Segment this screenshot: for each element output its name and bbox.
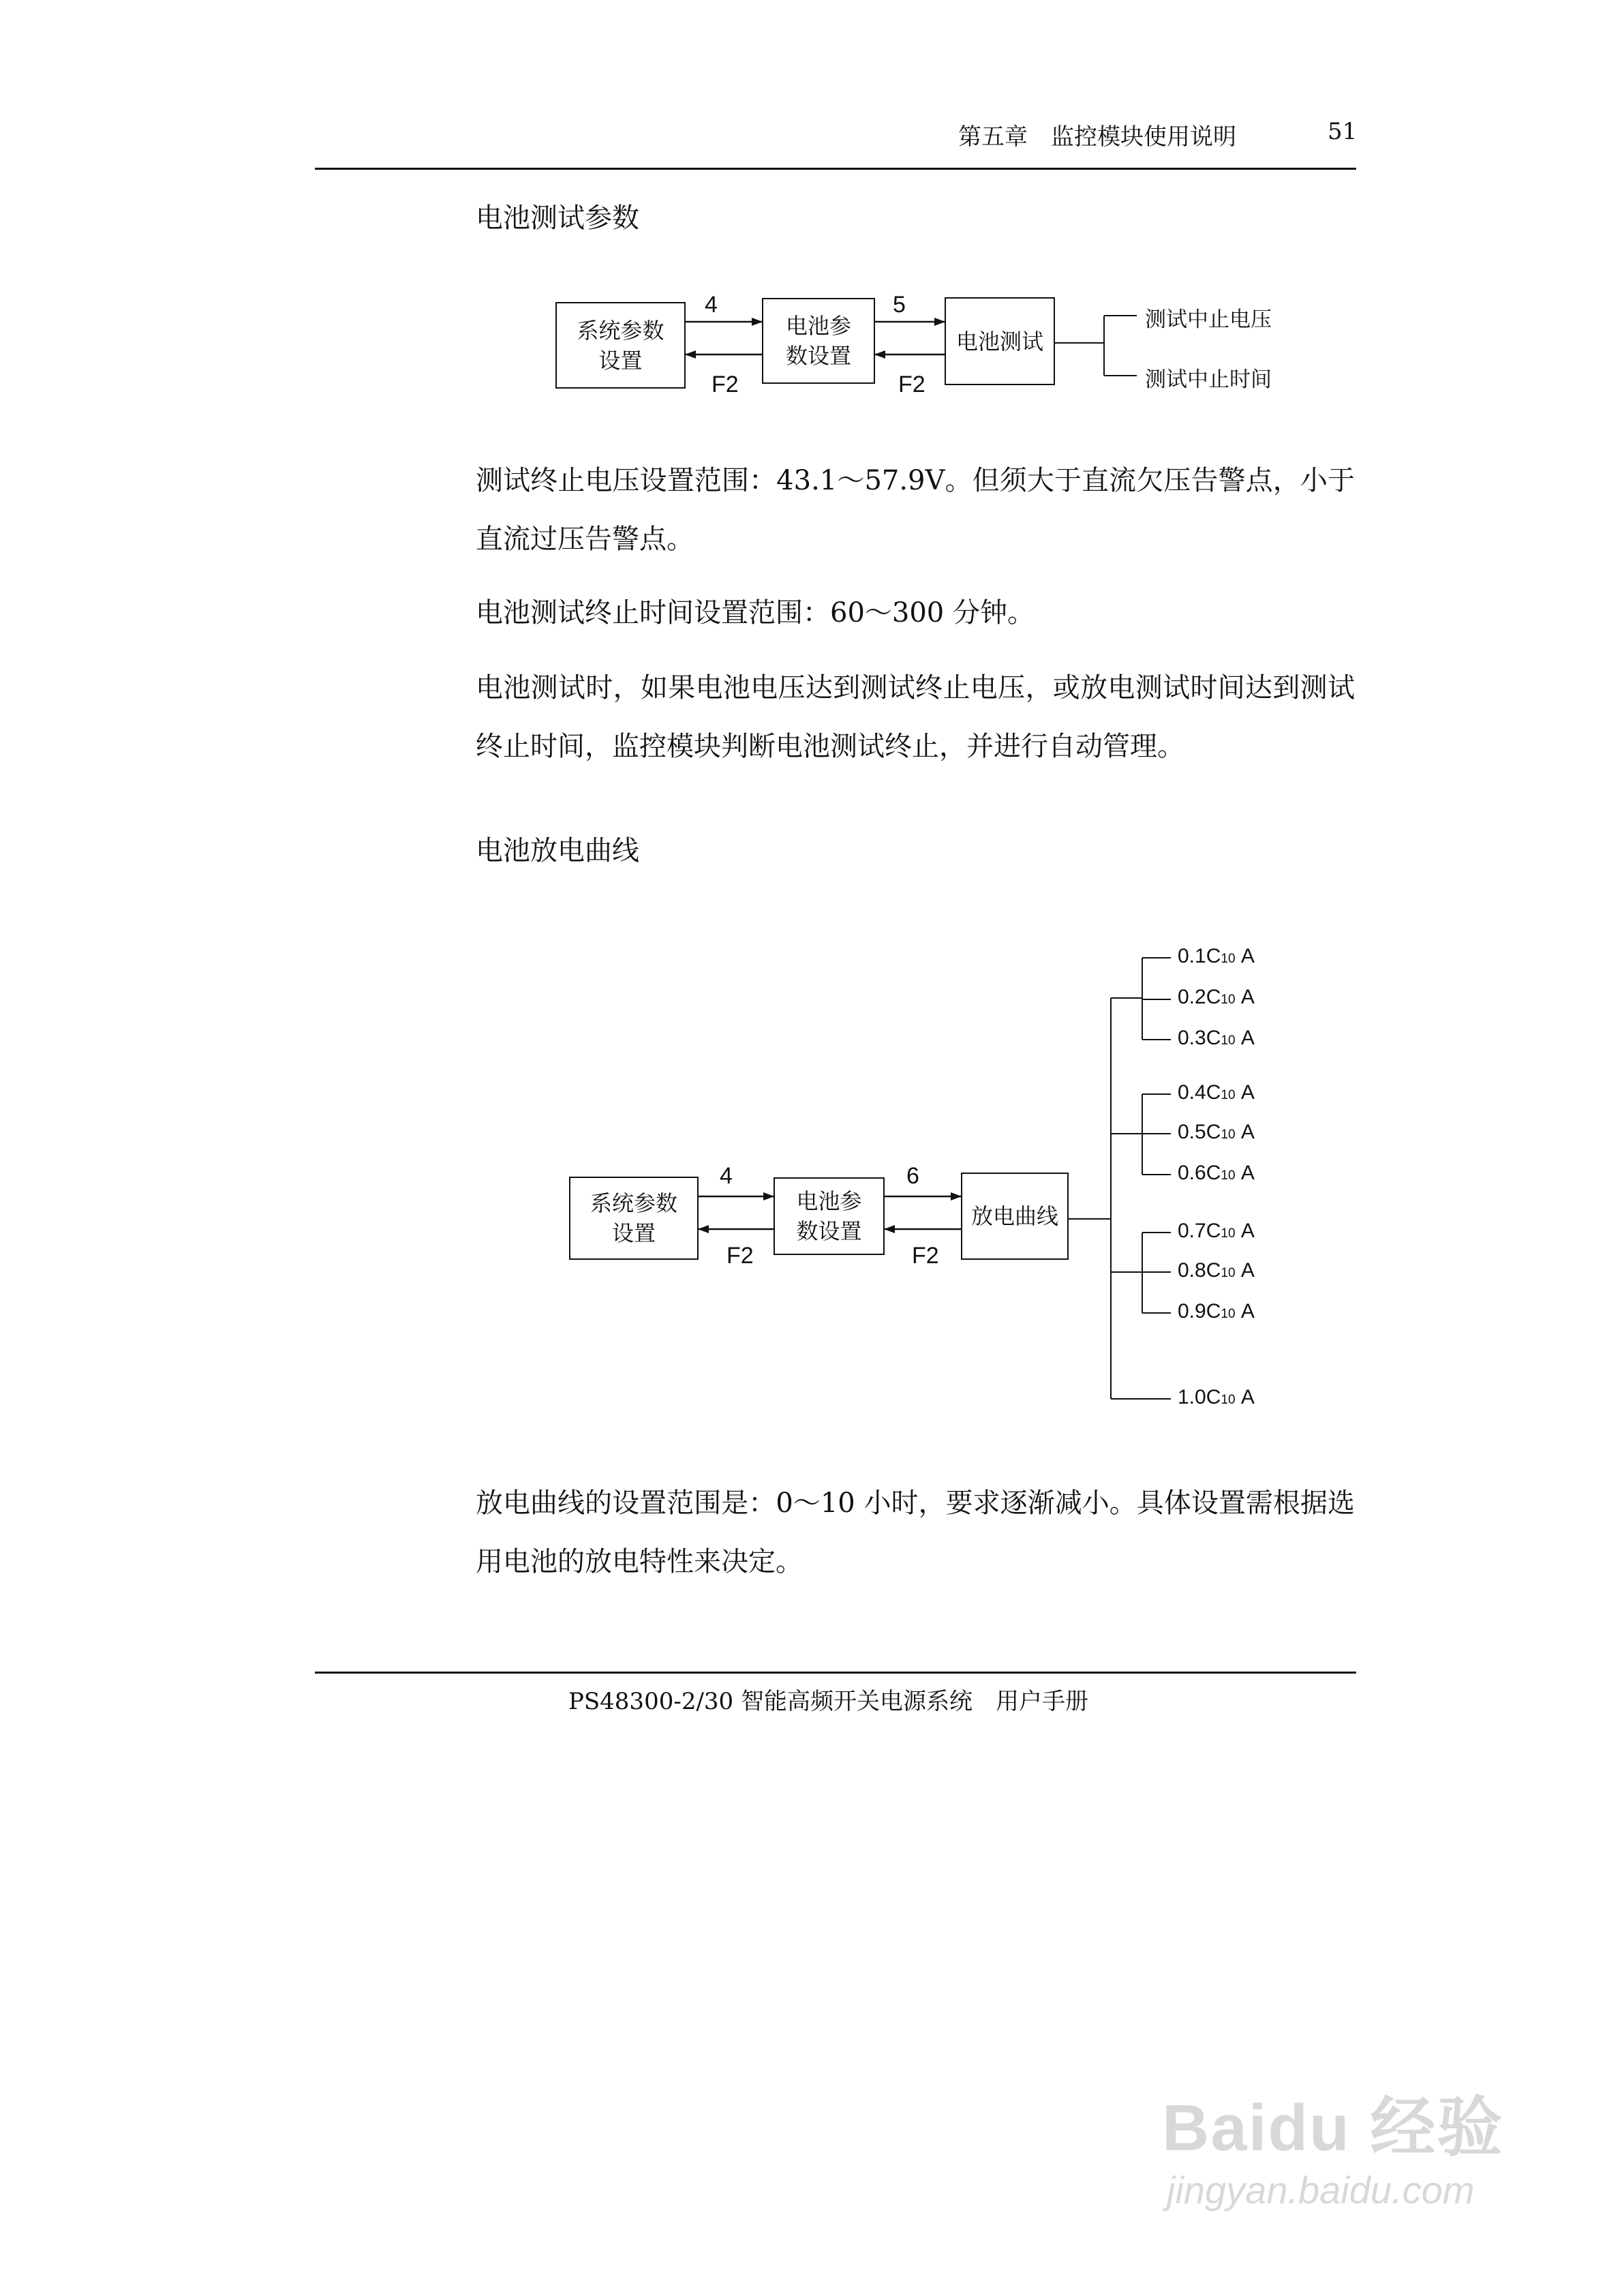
paragraph-test-termination: 电池测试时，如果电池电压达到测试终止电压，或放电测试时间达到测试终止时间，监控模块判断电池测试终止，并进行自动管理。 <box>476 672 1355 762</box>
box-battery-params-b-label: 电池参数设置 <box>796 1188 862 1244</box>
leaf-rate-0-3: 0.3C10 A <box>1178 1027 1255 1049</box>
chapter-header: 第五章 监控模块使用说明 <box>958 123 1236 151</box>
key-f2-label-1-b: F2 <box>726 1243 754 1269</box>
page-number: 51 <box>1328 118 1358 145</box>
box-discharge-curve-label: 放电曲线 <box>970 1203 1058 1229</box>
box-battery-params-b <box>774 1177 885 1255</box>
leaf-rate-0-5: 0.5C10 A <box>1178 1121 1255 1143</box>
discharge-tree-lines <box>1069 958 1171 1399</box>
section-title-battery-test: 电池测试参数 <box>476 202 639 234</box>
box-battery-test-label: 电池测试 <box>955 328 1043 354</box>
watermark-url: jingyan.baidu.com <box>1167 2169 1475 2211</box>
key-5-label: 5 <box>893 292 906 318</box>
box-discharge-curve <box>961 1173 1069 1260</box>
paragraph-stop-voltage-range: 测试终止电压设置范围：43.1～57.9V。但须大于直流欠压告警点，小于直流过压告警点。 <box>476 465 1355 555</box>
box-system-params-label: 系统参数设置 <box>577 317 664 374</box>
paragraph-stop-time-range: 电池测试终止时间设置范围：60～300 分钟。 <box>476 597 1035 629</box>
leaf-rate-0-8: 0.8C10 A <box>1178 1259 1255 1282</box>
paragraph-discharge-range: 放电曲线的设置范围是：0～10 小时，要求逐渐减小。具体设置需根据选用电池的放电特性来决定。 <box>476 1487 1355 1577</box>
key-6-label-b: 6 <box>906 1163 919 1189</box>
key-f2-label-2: F2 <box>898 372 925 397</box>
leaf-stop-voltage: 测试中止电压 <box>1145 307 1272 332</box>
box-system-params-b <box>569 1177 699 1260</box>
box-battery-params-label: 电池参数设置 <box>785 313 851 369</box>
leaf-rate-1-0: 1.0C10 A <box>1178 1386 1255 1408</box>
leaf-rate-0-1: 0.1C10 A <box>1178 945 1255 967</box>
key-4-label-b: 4 <box>720 1163 733 1189</box>
leaf-rate-0-6: 0.6C10 A <box>1178 1162 1255 1184</box>
leaf-rate-0-2: 0.2C10 A <box>1178 986 1255 1008</box>
box-system-params-b-label: 系统参数设置 <box>590 1190 677 1246</box>
key-f2-label-1: F2 <box>711 372 739 397</box>
footer-text: PS48300-2/30 智能高频开关电源系统 用户手册 <box>568 1688 1088 1715</box>
watermark-brand: Baidu 经验 <box>1162 2091 1504 2164</box>
footer-rule <box>315 1672 1356 1674</box>
leaf-rate-0-7: 0.7C10 A <box>1178 1220 1255 1242</box>
leaf-rate-0-9: 0.9C10 A <box>1178 1300 1255 1323</box>
leaf-stop-time: 测试中止时间 <box>1145 367 1272 392</box>
key-f2-label-2-b: F2 <box>912 1243 939 1269</box>
leaf-rate-0-4: 0.4C10 A <box>1178 1081 1255 1104</box>
key-4-label: 4 <box>705 292 718 318</box>
section-title-discharge-curve: 电池放电曲线 <box>476 835 639 866</box>
